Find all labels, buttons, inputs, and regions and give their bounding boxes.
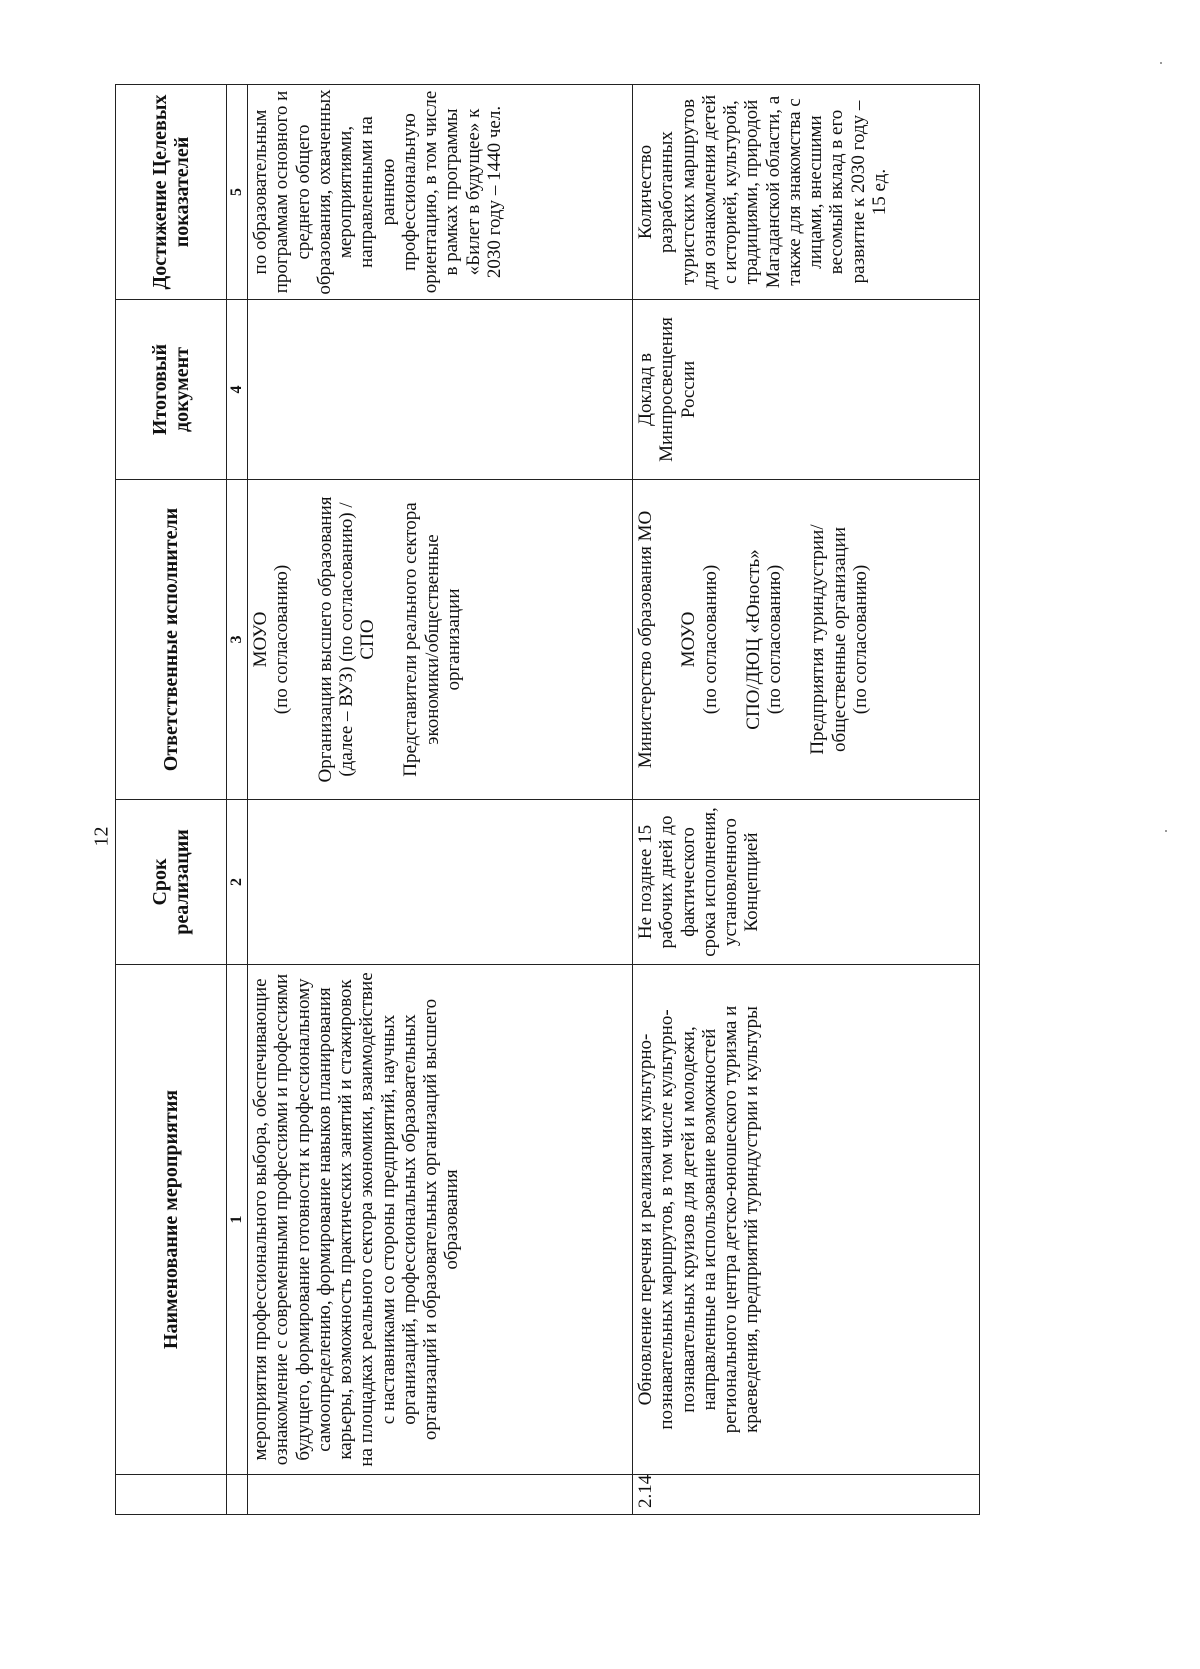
term-cell [248,800,633,965]
header-cell-executors: Ответственные исполнители [116,480,227,800]
page-number: 12 [90,826,113,847]
document-cell [248,300,633,480]
executor-line: (по согласованию) [849,564,871,715]
document-cell: Доклад в Минпросвещения России [633,300,980,480]
executor-line: (по согласованию) [699,564,721,715]
activities-table [115,84,980,1515]
executors-cell [633,480,980,800]
table-row [248,85,633,1515]
executors-cell [248,480,633,800]
scan-speck [1160,62,1162,64]
executor-line: МОУО [678,611,700,668]
row-number-cell [248,1475,633,1515]
executor-spacer [293,484,315,795]
executor-line: (по согласованию) [764,564,786,715]
table-header-row [116,85,227,1515]
activity-name-cell: мероприятия профессионального выбора, обеспечивающие ознакомление с современными профессиями и профессиями будущего, формирование готовности к профессиональному самоопределению, формирование навыков планирования карьеры, возможность практических занятий и стажировок на площадках реального сектора экономики, взаимодействие с наставниками со стороны предприятий, научных организаций, профессиональных образовательных организаций и образовательных организаций высшего образования [248,965,633,1475]
table-row [633,85,980,1515]
column-number: 3 [227,480,248,800]
executor-line: Предприятия туриндустрии/общественные организации [807,524,850,755]
executor-line: (по согласованию) [271,564,293,715]
executor-line: Представители реального сектора экономики/общественные организации [400,502,464,777]
scan-speck [1165,830,1167,832]
executor-line: Министерство образования МО [635,510,656,769]
header-cell-target: Достижение Целевых показателей [116,85,227,300]
executor-spacer [378,484,400,795]
header-cell-term: Срок реализации [116,800,227,965]
target-cell: Количество разработанных туристских маршрутов для ознакомления детей с историей, культурой, традициями, природой Магаданской области, а также для знакомства с лицами, внесшими весомый вклад в его развитие к 2030 году – 15 ед. [633,85,980,300]
executor-spacer [721,484,743,795]
executor-line: МОУО [250,611,271,668]
executor-line: СПО/ДЮЦ «Юность» [742,549,764,730]
row-number-cell: 2.14 [633,1475,980,1515]
column-number: 1 [227,965,248,1475]
column-number: 5 [227,85,248,300]
target-cell: по образовательным программам основного и среднего общего образования, охваченных мероприятиями, направленными на раннюю профессиональную ориентацию, в том числе в рамках программы «Билет в будущее» к 2030 году – 1440 чел. [248,85,633,300]
executor-spacer [785,484,807,795]
column-number: 4 [227,300,248,480]
header-cell-number [116,1475,227,1515]
rotated-table-content [115,85,980,1515]
executor-spacer [656,484,678,795]
term-cell: Не позднее 15 рабочих дней до фактического срока исполнения, установленного Концепцией [633,800,980,965]
column-number [227,1475,248,1515]
header-cell-document: Итоговый документ [116,300,227,480]
column-number-row [227,85,248,1515]
rotated-table-frame [115,85,980,1515]
header-cell-name: Наименование мероприятия [116,965,227,1475]
column-number: 2 [227,800,248,965]
executor-line: Организации высшего образования (далее – ВУЗ) (по согласованию) / СПО [314,496,379,783]
activity-name-cell: Обновление перечня и реализация культурно-познавательных маршрутов, в том числе культурно-познавательных круизов для детей и молодежи, направленные на использование возможностей регионального центра детско-юношеского туризма и краеведения, предприятий туриндустрии и культуры [633,965,980,1475]
